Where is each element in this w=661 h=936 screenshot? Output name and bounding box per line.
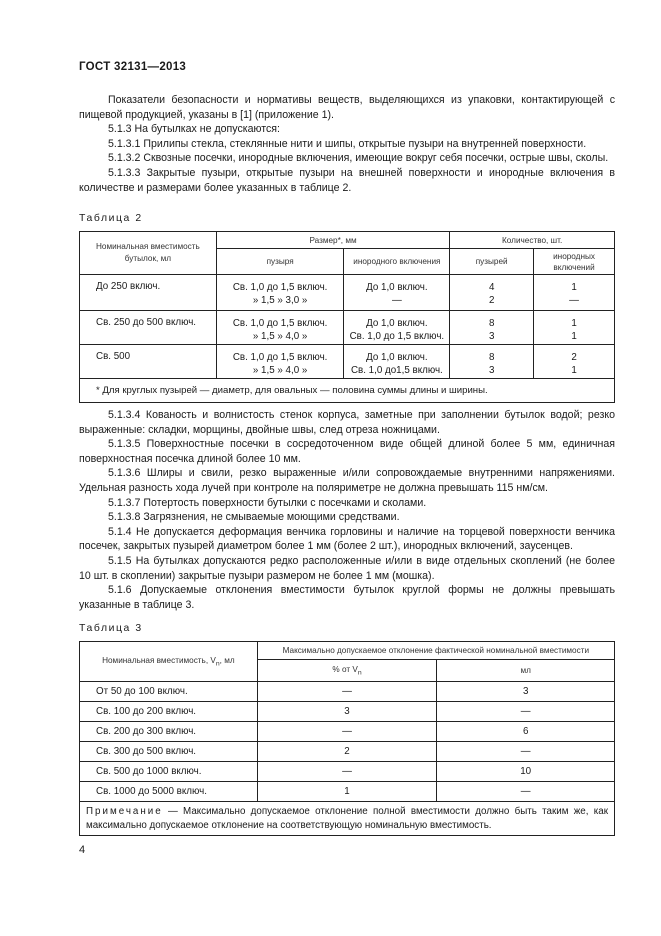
t2-bubbles-line: 3 (488, 331, 495, 342)
t2-head-bubble: пузыря (216, 249, 344, 275)
mid-text (79, 408, 615, 612)
paragraph: 5.1.3.7 Потертость поверхности бутылки с посечками и сколами. (108, 496, 427, 509)
t3-percent: — (257, 682, 437, 702)
t3-percent: 2 (257, 742, 437, 762)
t2-inclusions-line: 1 (571, 318, 577, 329)
table-row (80, 782, 615, 802)
t2-bubble-line: Св. 1,0 до 1,5 включ. (232, 318, 328, 329)
paragraph: 5.1.3.3 Закрытые пузыри, открытые пузыри на внешней поверхности и инородные включения в количестве и размерами более указанных в таблице 2. (79, 166, 615, 194)
t2-bubbles-line: 8 (488, 352, 495, 363)
t3-capacity: Св. 300 до 500 включ. (80, 742, 258, 762)
t3-capacity: Св. 1000 до 5000 включ. (80, 782, 258, 802)
paragraph: 5.1.3.6 Шлиры и свили, резко выраженные и/или сопровождаемые внутренними напряжениями. Удельная разность хода лучей при контроле на поляриметре не должна превышать 115 нм/см. (79, 467, 615, 494)
t2-head-capacity: Номинальная вместимость бутылок, мл (80, 232, 217, 275)
table-row (80, 345, 615, 379)
table-3 (79, 641, 615, 836)
t3-ml: — (437, 782, 615, 802)
paragraph: 5.1.5 На бутылках допускаются редко расположенные и/или в виде отдельных скоплений (не более 10 шт. в скоплении) закрытые пузыри размером не более 1 мм (мошка). (79, 554, 615, 582)
t2-capacity: До 250 включ. (80, 275, 217, 311)
t2-bubble-line: » 1,5 » 3,0 » (252, 295, 308, 306)
t2-inclusion-line: До 1,0 включ. (366, 318, 428, 329)
t2-bubble-line: Св. 1,0 до 1,5 включ. (232, 352, 328, 363)
t3-percent: — (257, 762, 437, 782)
table-row (80, 762, 615, 782)
t3-ml: 10 (437, 762, 615, 782)
t2-inclusions-line: 1 (571, 331, 577, 342)
t3-percent: 1 (257, 782, 437, 802)
t3-head-deviation: Максимально допускаемое отклонение фактической номинальной вместимости (257, 642, 614, 660)
table-row (80, 742, 615, 762)
paragraph: 5.1.3.8 Загрязнения, не смываемые моющими средствами. (108, 511, 400, 524)
t2-inclusion-line: До 1,0 включ. (366, 352, 428, 363)
intro-text (79, 93, 615, 195)
t2-capacity: Св. 250 до 500 включ. (80, 311, 217, 345)
t2-capacity: Св. 500 (80, 345, 217, 379)
t2-inclusions-line: — (569, 295, 579, 306)
t3-head-ml: мл (437, 660, 615, 682)
t3-percent: 3 (257, 702, 437, 722)
t3-head-capacity: Номинальная вместимость, $V_n$, мл (80, 642, 258, 682)
t3-capacity: От 50 до 100 включ. (80, 682, 258, 702)
t2-bubbles-line: 2 (488, 295, 495, 306)
paragraph: 5.1.3.1 Прилипы стекла, стеклянные нити и шипы, открытые пузыри на внутренней поверхности. (108, 137, 587, 150)
paragraph: 5.1.4 Не допускается деформация венчика горловины и наличие на торцевой поверхности венчика посечек, закрытых пузырей диаметром более 1 мм (более 2 шт.), инородных включений, заусенцев. (79, 525, 615, 553)
t2-head-size: Размер*, мм (216, 232, 449, 249)
table-2 (79, 231, 615, 403)
document-header: ГОСТ 32131—2013 (79, 61, 187, 73)
table3-caption: Таблица 3 (79, 623, 143, 634)
t3-head-percent: % от $V_n$ (257, 660, 437, 682)
t2-inclusion-line: — (391, 295, 402, 306)
t2-inclusion-line: До 1,0 включ. (366, 282, 428, 293)
t3-note (80, 802, 615, 836)
table2-caption: Таблица 2 (79, 213, 143, 224)
table-row (80, 682, 615, 702)
t3-ml: — (437, 742, 615, 762)
table-row (80, 311, 615, 345)
t2-bubble-line: Св. 1,0 до 1,5 включ. (232, 282, 328, 293)
t2-footnote: * Для круглых пузырей — диаметр, для овальных — половина суммы длины и ширины. (80, 379, 615, 403)
t2-head-inclusion: инородного включения (344, 249, 450, 275)
t2-head-inclusions: инородных включений (534, 249, 615, 275)
t3-ml: 3 (437, 682, 615, 702)
t3-capacity: Св. 500 до 1000 включ. (80, 762, 258, 782)
paragraph: 5.1.3 На бутылках не допускаются: (108, 123, 280, 136)
t3-note-label: Примечание (86, 806, 163, 817)
t2-inclusions-line: 2 (571, 352, 577, 363)
t2-bubbles-line: 8 (488, 318, 495, 329)
t3-ml: 6 (437, 722, 615, 742)
table-row (80, 702, 615, 722)
t3-ml: — (437, 702, 615, 722)
paragraph: 5.1.3.4 Кованость и волнистость стенок корпуса, заметные при заполнении бутылок водой; резко выраженные: складки, морщины, двойные швы, след отреза ножницами. (79, 409, 615, 436)
t2-bubbles-line: 4 (488, 282, 495, 293)
page-number: 4 (79, 844, 86, 856)
t3-capacity: Св. 200 до 300 включ. (80, 722, 258, 742)
t3-note-text: — Максимально допускаемое отклонение полной вместимости должно быть таким же, как максимально допускаемое отклонение на соответствующую номинальную вместимость. (86, 806, 608, 831)
paragraph: Показатели безопасности и нормативы веществ, выделяющихся из упаковки, контактирующей с пищевой продукцией, указаны в [1] (приложение 1). (79, 94, 615, 121)
t2-bubbles-line: 3 (488, 365, 495, 376)
t2-inclusion-line: Св. 1,0 до1,5 включ. (350, 365, 443, 376)
paragraph: 5.1.3.5 Поверхностные посечки в сосредоточенном виде общей длиной более 5 мм, единичная поверхностная посечка длиной более 10 мм. (79, 438, 615, 465)
t2-inclusions-line: 1 (571, 365, 577, 376)
t2-head-count: Количество, шт. (450, 232, 615, 249)
table-row (80, 275, 615, 311)
t2-inclusion-line: Св. 1,0 до 1,5 включ. (349, 331, 445, 342)
t2-head-bubbles: пузырей (450, 249, 534, 275)
t2-inclusions-line: 1 (571, 282, 577, 293)
table-row (80, 722, 615, 742)
t2-bubble-line: » 1,5 » 4,0 » (252, 365, 308, 376)
t3-percent: — (257, 722, 437, 742)
t2-bubble-line: » 1,5 » 4,0 » (252, 331, 308, 342)
t3-capacity: Св. 100 до 200 включ. (80, 702, 258, 722)
paragraph: 5.1.3.2 Сквозные посечки, инородные включения, имеющие вокруг себя посечки, острые швы, сколы. (108, 152, 609, 165)
paragraph: 5.1.6 Допускаемые отклонения вместимости бутылок круглой формы не должны превышать указанные в таблице 3. (79, 584, 615, 611)
